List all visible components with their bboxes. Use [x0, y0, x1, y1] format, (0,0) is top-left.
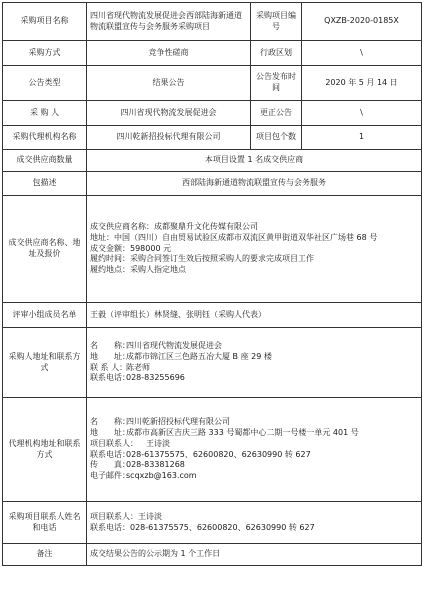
project-contact-details [87, 502, 422, 544]
supplier-count-label: 成交供应商数量 [3, 150, 87, 172]
package-label: 包描述 [3, 172, 87, 196]
row-notice-type [3, 66, 422, 101]
notice-type-label: 公告类型 [3, 66, 87, 101]
notice-type-value: 结果公告 [87, 66, 251, 101]
row-remarks [3, 544, 422, 566]
supplier-address: 地址：中国（四川）自由贸易试验区成都市双流区黄甲街道双华社区广场巷 68 号 [90, 232, 378, 242]
purchaser-contact-phone: 联系电话：028-83255696 [90, 373, 185, 383]
row-package [3, 172, 422, 196]
agency-label: 采购代理机构名称 [3, 126, 87, 150]
notice-table [2, 2, 422, 566]
supplier-amount: 成交金额：598000 元 [90, 243, 172, 253]
row-supplier-count [3, 150, 422, 172]
corrections-label: 更正公告 [251, 101, 302, 126]
project-contact-label-text: 采购项目联系人姓名和电话 [8, 511, 81, 532]
purchaser-label: 采 购 人 [3, 101, 87, 126]
supplier-label [3, 196, 87, 303]
agency-contact-label [3, 398, 87, 502]
row-agency [3, 126, 422, 150]
supplier-location: 履约地点：采购人指定地点 [90, 265, 186, 275]
purchaser-contact-label-text: 采购人地址和联系方式 [8, 351, 81, 372]
remarks-value: 成交结果公告的公示期为 1 个工作日 [87, 544, 422, 566]
row-purchaser-contact [3, 328, 422, 398]
project-name-text: 四川省现代物流发展促进会西部陆海新通道物流联盟宣传与会务服务采购项目 [90, 10, 242, 31]
supplier-count-value: 本项目设置 1 名成交供应商 [87, 150, 422, 172]
purchaser-value: 四川省现代物流发展促进会 [87, 101, 251, 126]
agency-contact-label-text: 代理机构地址和联系方式 [8, 438, 81, 459]
row-project-contact [3, 502, 422, 544]
agency-contact-person: 项目联系人： 王诗淡 [90, 438, 170, 448]
region-value: \ [302, 41, 422, 66]
package-value: 西部陆海新通道物流联盟宣传与会务服务 [87, 172, 422, 196]
row-supplier [3, 196, 422, 303]
agency-contact-email: 电子邮件：scqxzb@163.com [90, 471, 197, 481]
purchaser-contact-details [87, 328, 422, 398]
row-agency-contact [3, 398, 422, 502]
purchaser-contact-person: 联 系 人：陈老师 [90, 362, 150, 372]
row-method [3, 41, 422, 66]
remarks-label: 备注 [3, 544, 87, 566]
lots-value: 1 [302, 126, 422, 150]
purchaser-contact-name: 名 称：四川省现代物流发展促进会 [90, 340, 222, 350]
region-label: 行政区划 [251, 41, 302, 66]
method-label: 采购方式 [3, 41, 87, 66]
row-purchaser [3, 101, 422, 126]
project-contact-label [3, 502, 87, 544]
corrections-value: \ [302, 101, 422, 126]
project-name-label: 采购项目名称 [3, 3, 87, 41]
project-no-label: 采购项目编号 [251, 3, 302, 41]
agency-contact-address: 地 址：成都市高新区吉庆三路 333 号蜀都中心二期一号楼一单元 401 号 [90, 427, 359, 437]
publish-date-value: 2020 年 5 月 14 日 [302, 66, 422, 101]
purchaser-contact-address: 地 址：成都市锦江区三色路五冶大厦 B 座 29 楼 [90, 351, 272, 361]
agency-contact-phone: 联系电话：028-61375575、62600820、62630990 转 627 [90, 449, 311, 459]
lots-label: 项目包个数 [251, 126, 302, 150]
committee-value: 王毅（评审组长）林贤缝、张明钰（采购人代表） [87, 303, 422, 328]
publish-date-label: 公告发布时间 [251, 66, 302, 101]
project-no-value: QXZB-2020-0185X [302, 3, 422, 41]
supplier-period: 履约时间：采购合同签订生效后按照采购人的要求完成项目工作 [90, 254, 314, 264]
agency-contact-fax: 传 真：028-83381268 [90, 460, 185, 470]
row-project-name [3, 3, 422, 41]
agency-contact-name: 名 称：四川乾新招投标代理有限公司 [90, 417, 230, 427]
agency-value: 四川乾新招投标代理有限公司 [87, 126, 251, 150]
method-value: 竞争性磋商 [87, 41, 251, 66]
project-name-value [87, 3, 251, 41]
supplier-label-text: 成交供应商名称、地址及报价 [8, 238, 81, 258]
agency-contact-details [87, 398, 422, 502]
row-committee [3, 303, 422, 328]
supplier-details [87, 196, 422, 303]
project-contact-phone: 联系电话：028-61375575、62600820、62630990 转 627 [90, 522, 315, 532]
purchaser-contact-label [3, 328, 87, 398]
supplier-name: 成交供应商名称：成都聚鼎升文化传媒有限公司 [90, 222, 258, 231]
project-contact-person: 项目联系人：王诗淡 [90, 511, 162, 521]
committee-label: 评审小组成员名单 [3, 303, 87, 328]
